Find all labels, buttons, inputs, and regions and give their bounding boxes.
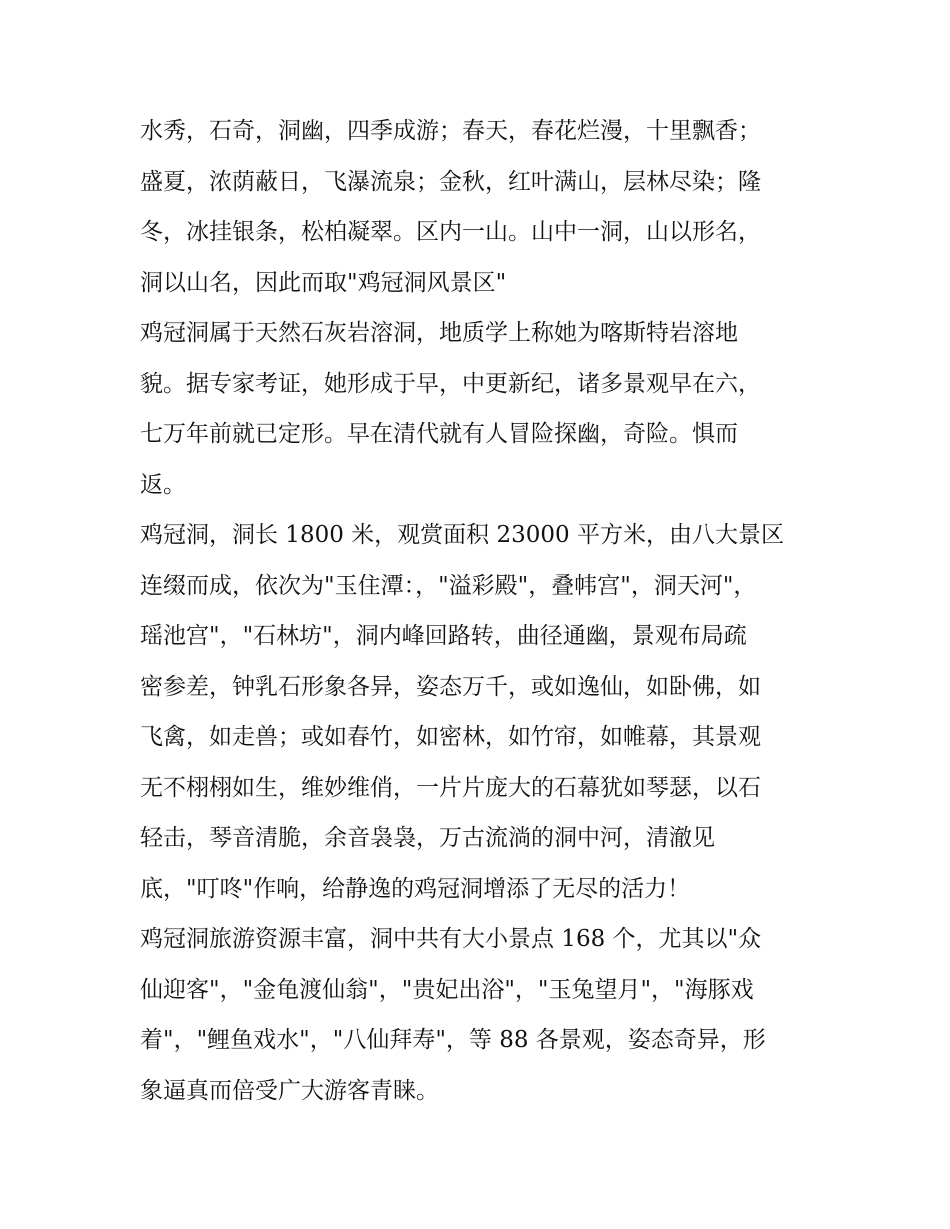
text-line: 飞禽，如走兽；或如春竹，如密林，如竹帘，如帷幕，其景观 bbox=[140, 724, 761, 750]
text-line: 瑶池宫"，"石林坊"，洞内峰回路转，曲径通幽，景观布局疏 bbox=[140, 623, 747, 649]
text-line: 洞以山名，因此而取"鸡冠洞风景区" bbox=[140, 269, 507, 296]
text-line: 连缀而成，依次为"玉住潭：，"溢彩殿"，叠帏宫"，洞天河"， bbox=[140, 572, 757, 599]
text-line: 底，"叮咚"作响，给静逸的鸡冠洞增添了无尽的活力！ bbox=[140, 875, 691, 902]
body-text bbox=[140, 106, 820, 1116]
text-line: 貌。据专家考证，她形成于早，中更新纪，诸多景观早在六， bbox=[140, 370, 761, 397]
text-line: 密参差，钟乳石形象各异，姿态万千，或如逸仙，如卧佛，如 bbox=[140, 673, 761, 700]
text-line: 鸡冠洞属于天然石灰岩溶洞，地质学上称她为喀斯特岩溶地 bbox=[140, 320, 738, 346]
text-line: 仙迎客"，"金龟渡仙翁"，"贵妃出浴"，"玉兔望月"，"海豚戏 bbox=[140, 976, 754, 1003]
text-line: 七万年前就已定形。早在清代就有人冒险探幽，奇险。惧而 bbox=[140, 421, 738, 447]
text-line: 盛夏，浓荫蔽日，飞瀑流泉；金秋，红叶满山，层林尽染；隆 bbox=[140, 168, 761, 195]
text-line: 冬，冰挂银条，松柏凝翠。区内一山。山中一洞，山以形名， bbox=[140, 219, 761, 245]
text-line: 无不栩栩如生，维妙维俏，一片片庞大的石幕犹如琴瑟，以石 bbox=[140, 774, 761, 801]
text-line: 返。 bbox=[140, 471, 186, 498]
text-line: 水秀，石奇，洞幽，四季成游；春天，春花烂漫，十里飘香； bbox=[140, 118, 761, 144]
text-line: 象逼真而倍受广大游客青睐。 bbox=[140, 1077, 439, 1104]
text-line: 鸡冠洞旅游资源丰富，洞中共有大小景点 168 个，尤其以"众 bbox=[140, 926, 762, 952]
text-line: 鸡冠洞，洞长 1800 米，观赏面积 23000 平方米，由八大景区 bbox=[140, 522, 784, 548]
text-line: 轻击，琴音清脆，余音袅袅，万古流淌的洞中河，清澈见 bbox=[140, 825, 715, 851]
text-line: 着"，"鲤鱼戏水"，"八仙拜寿"，等 88 各景观，姿态奇异，形 bbox=[140, 1027, 766, 1053]
